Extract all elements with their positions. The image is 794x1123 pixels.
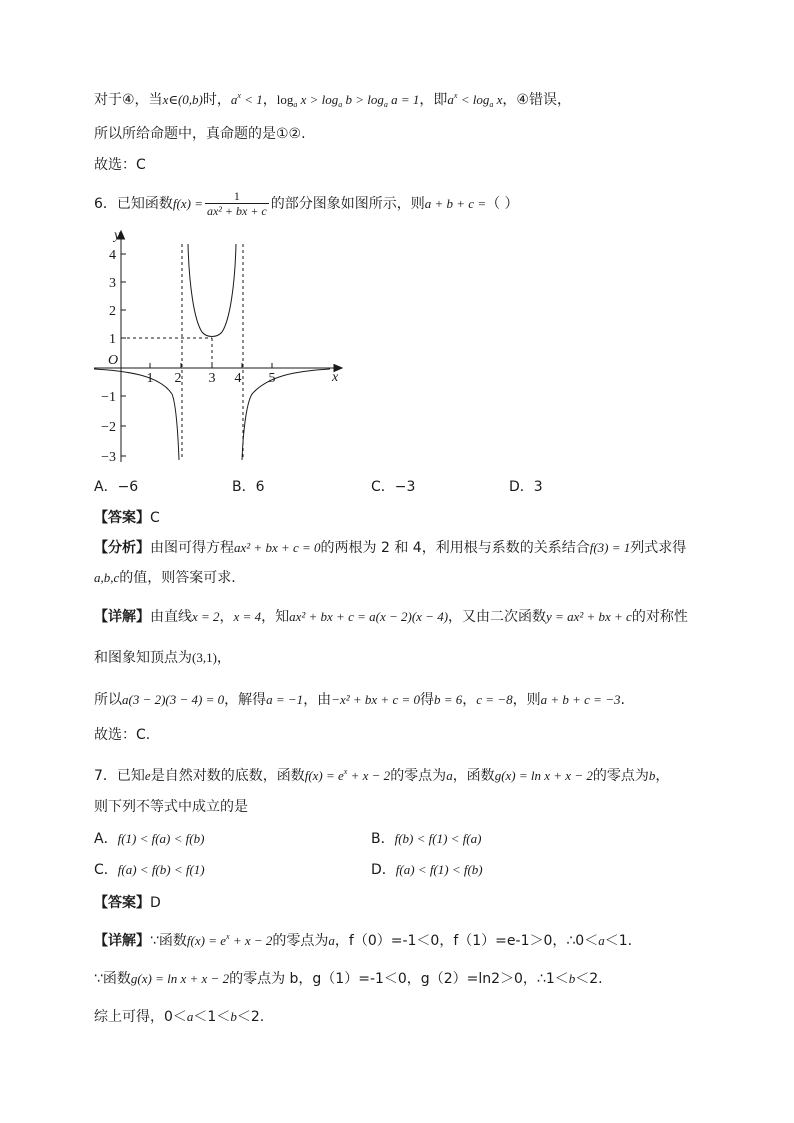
q7-option-c: C．f(a) < f(b) < f(1) <box>94 862 205 878</box>
q6-option-a: A．−6 <box>94 479 139 495</box>
x-tick-5: 5 <box>268 371 276 386</box>
q7-option-b: B．f(b) < f(1) < f(a) <box>371 831 482 847</box>
true-propositions-line: 所以所给命题中，真命题的是①②. <box>94 126 306 142</box>
select-line: 故选：C <box>94 157 146 173</box>
origin-label: O <box>108 353 119 368</box>
q6-detail-select: 故选：C. <box>94 727 151 743</box>
y-tick-3: 3 <box>109 276 116 291</box>
q6-option-d: D．3 <box>509 479 543 495</box>
y-axis-label: y <box>114 228 121 243</box>
math-result: $a^x < \log_a x$ <box>447 91 503 109</box>
math-log-chain: $\log_a x > \log_a b > \log_a a = 1$ <box>276 92 420 109</box>
q7-detail: 【详解】∵函数$f(x) = e^x + x - 2$的零点为a，f（0）=-1＜0，f（1）=e-1＞0，∴0＜a＜1. <box>94 932 633 949</box>
curve-middle-branch <box>188 244 236 337</box>
x-tick-2: 2 <box>174 371 182 386</box>
question-7: 7．已知e是自然对数的底数，函数$f(x) = e^x + x - 2$的零点为a，函数g(x) = ln x + x − 2的零点为b， <box>94 767 670 784</box>
q6-analysis-line2: a,b,c的值，则答案可求. <box>94 570 236 586</box>
y-tick-4: 4 <box>109 248 116 263</box>
q7-answer: 【答案】D <box>94 895 161 911</box>
y-tick-neg2: −2 <box>101 420 116 435</box>
q6-detail: 【详解】由直线x = 2，x = 4，知ax² + bx + c = a(x − 2)(x − 4)，又由二次函数y = ax² + bx + c的对称性 <box>94 609 688 625</box>
curve-left-branch <box>94 369 179 460</box>
x-tick-3: 3 <box>208 371 216 386</box>
q6-detail-line3: 所以a(3 − 2)(3 − 4) = 0，解得a = −1，由−x² + bx + c = 0得b = 6，c = −8，则a + b + c = −3. <box>94 692 625 708</box>
q7-conclusion: 综上可得，0＜a＜1＜b＜2. <box>94 1009 265 1025</box>
q6-option-b: B．6 <box>232 479 265 495</box>
y-tick-2: 2 <box>109 304 116 319</box>
x-tick-1: 1 <box>146 371 154 386</box>
q6-answer: 【答案】C <box>94 510 160 526</box>
q7-option-a: A．f(1) < f(a) < f(b) <box>94 831 205 847</box>
line-case4: 对于④，当x∈(0,b)时，$a^x < 1$，$\log_a x > \log_a b > \log_a a = 1$，即$a^x < \log_a x$，④错误， <box>94 91 571 109</box>
x-tick-marks <box>150 363 272 368</box>
q6-detail-line2: 和图象知顶点为(3,1)， <box>94 650 231 666</box>
question-7-line2: 则下列不等式中成立的是 <box>94 799 248 815</box>
q7-option-d: D．f(a) < f(1) < f(b) <box>371 862 483 878</box>
q6-analysis: 【分析】由图可得方程ax² + bx + c = 0的两根为 2 和 4，利用根与系数的关系结合f(3) = 1列式求得 <box>94 540 687 556</box>
y-tick-neg1: −1 <box>101 390 116 405</box>
function-graph <box>90 224 352 468</box>
q7-detail-line2: ∵函数g(x) = ln x + x − 2的零点为 b，g（1）=-1＜0，g（2）=ln2＞0，∴1＜b＜2. <box>94 971 603 987</box>
q6-option-c: C．−3 <box>371 479 416 495</box>
question-6: 6．已知函数f(x) = $\frac{1}{\text{ax² + bx + c}}$ 的部分图象如图所示，则a + b + c =（ ） <box>94 189 519 218</box>
y-tick-1: 1 <box>109 332 116 347</box>
y-tick-neg3: −3 <box>101 450 116 465</box>
x-tick-4: 4 <box>234 371 242 386</box>
math-condition: x∈(0,b) <box>162 92 203 107</box>
x-axis-label: x <box>332 370 339 385</box>
y-tick-marks <box>121 254 126 456</box>
fraction: $\frac{1}{\text{ax² + bx + c}}$ <box>206 189 267 218</box>
curve-right-branch <box>242 369 330 460</box>
